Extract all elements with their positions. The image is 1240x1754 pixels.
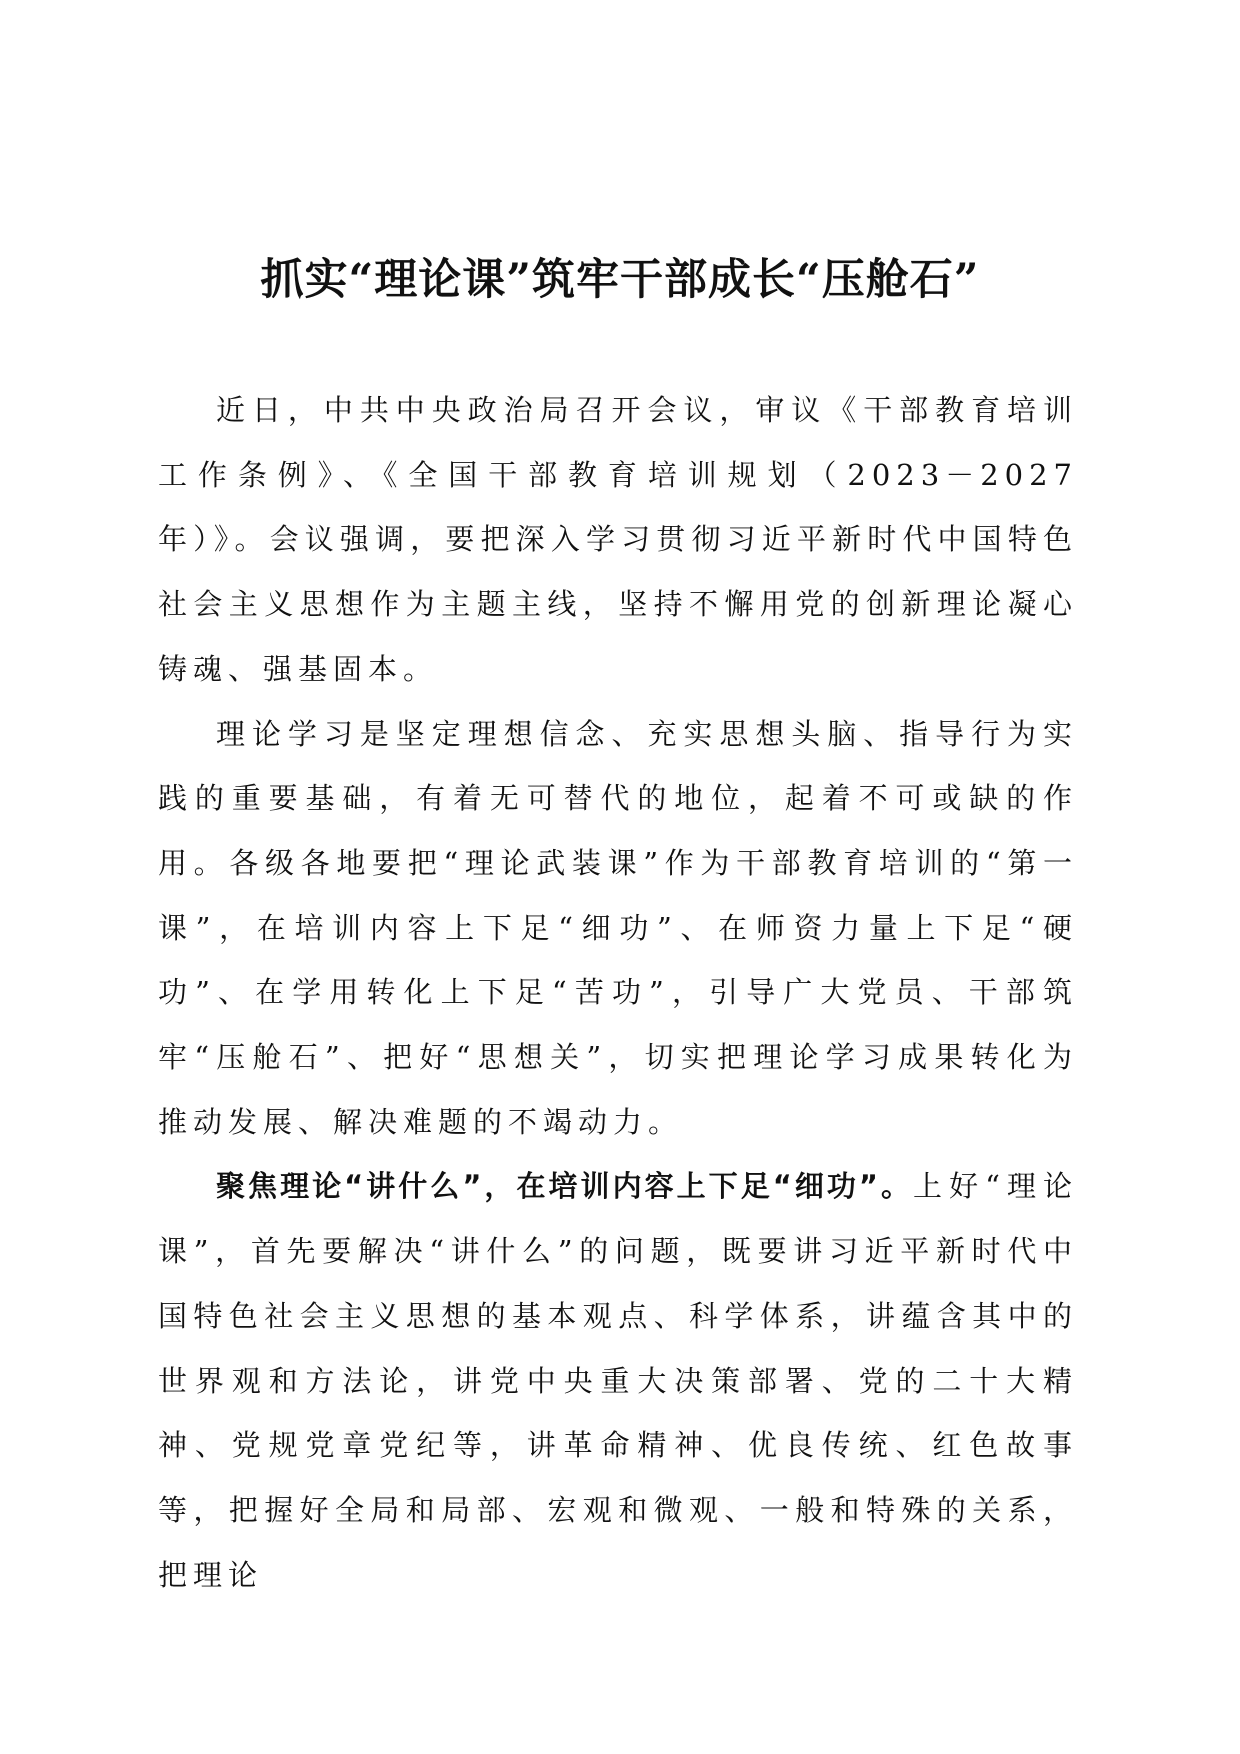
- paragraph-3-text: 上好“理论课”，首先要解决“讲什么”的问题，既要讲习近平新时代中国特色社会主义思想的基本观点、科学体系，讲蕴含其中的世界观和方法论，讲党中央重大决策部署、党的二十大精神、党规党章党纪等，讲革命精神、优良传统、红色故事等，把握好全局和局部、宏观和微观、一般和特殊的关系，把理论: [158, 1169, 1078, 1592]
- paragraph-2: [158, 702, 1078, 1155]
- paragraph-2-text: 理论学习是坚定理想信念、充实思想头脑、指导行为实践的重要基础，有着无可替代的地位，起着不可或缺的作用。各级各地要把“理论武装课”作为干部教育培训的“第一课”，在培训内容上下足“细功”、在师资力量上下足“硬功”、在学用转化上下足“苦功”，引导广大党员、干部筑牢“压舱石”、把好“思想关”，切实把理论学习成果转化为推动发展、解决难题的不竭动力。: [158, 716, 1078, 1139]
- document-title: 抓实“理论课”筑牢干部成长“压舱石”: [260, 255, 980, 305]
- paragraph-3: [158, 1154, 1078, 1607]
- paragraph-1-text: 近日，中共中央政治局召开会议，审议《干部教育培训工作条例》、《全国干部教育培训规划（2023－2027年）》。会议强调，要把深入学习贯彻习近平新时代中国特色社会主义思想作为主题主线，坚持不懈用党的创新理论凝心铸魂、强基固本。: [158, 393, 1078, 686]
- paragraph-1: [158, 378, 1078, 702]
- paragraph-3-lead: 聚焦理论“讲什么”，在培训内容上下足“细功”。: [216, 1169, 914, 1204]
- document-body: [158, 378, 1078, 1607]
